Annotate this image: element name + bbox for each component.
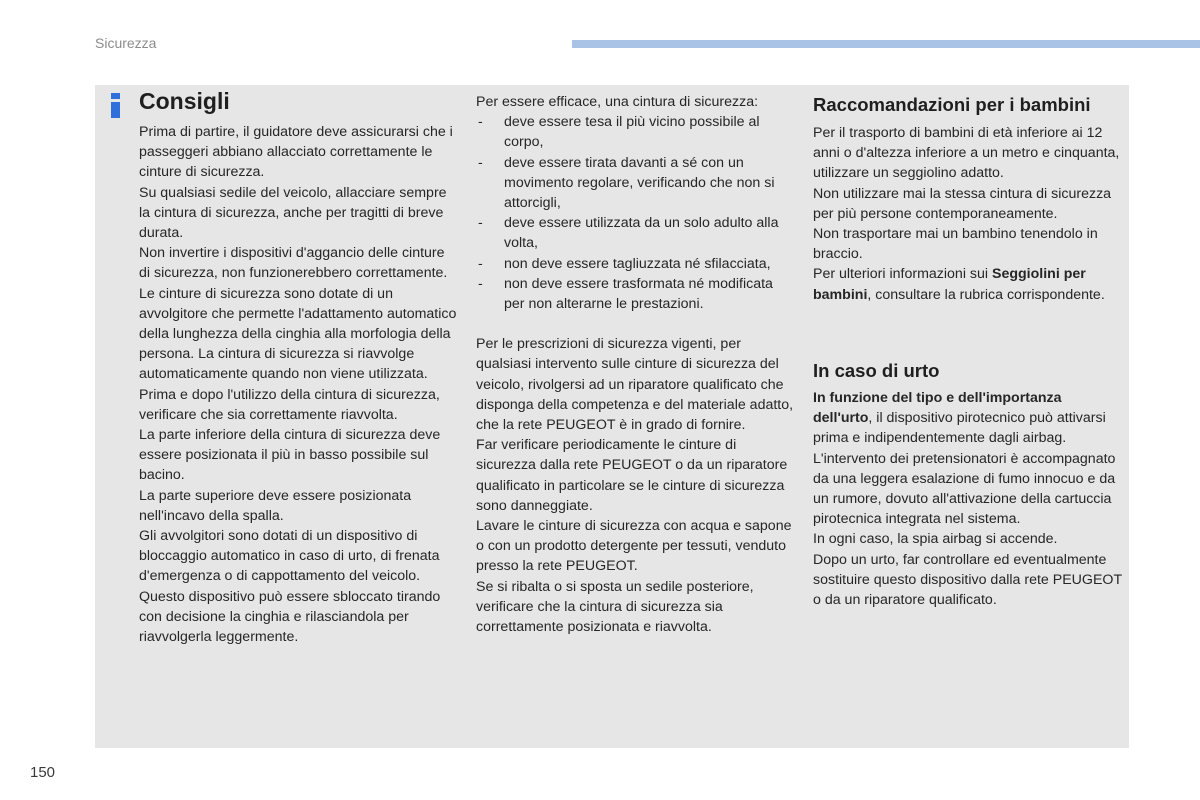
advice-paragraph: Le cinture di sicurezza sono dotate di un avvolgitore che permette l'adattamento automatico della lunghezza della cinghia alla morfologia della persona. La cintura di sicurezza si riavvolge automaticamente quando non viene utilizzata. [139,285,457,383]
advice-title: Consigli [139,88,230,114]
header-bar [572,40,1200,48]
crash-emphasis: In funzione del tipo e dell'importanza dell'urto [813,390,1062,427]
effectiveness-paragraph: Se si ribalta o si sposta un sedile posteriore, verificare che la cintura di sicurezza sia correttamente posizionata e riavvolta. [476,578,754,636]
crash-title: In caso di urto [813,360,940,381]
advice-paragraph: Prima e dopo l'utilizzo della cintura di sicurezza, verificare che sia correttamente riavvolta. [139,386,440,423]
list-item: - deve essere tirata davanti a sé con un movimento regolare, verificando che non si attorcigli, [476,153,794,214]
children-title: Raccomandazioni per i bambini [813,94,1091,115]
advice-paragraph: Gli avvolgitori sono dotati di un dispositivo di bloccaggio automatico in caso di urto, di frenata d'emergenza o di cappottamento del veicolo. Questo dispositivo può essere sbloccato tirando con decisione la cinghia e rilasciandola per riavvolgerla leggermente. [139,528,441,646]
info-icon [110,93,122,118]
section-title: Sicurezza [95,35,157,51]
crash-paragraph: In ogni caso, la spia airbag si accende. [813,531,1058,548]
crash-paragraph: Dopo un urto, far controllare ed eventualmente sostituire questo dispositivo dalla rete PEUGEOT o da un riparatore qualificato. [813,551,1122,609]
crash-text: , il dispositivo pirotecnico può attivarsi prima e indipendentemente dagli airbag. L'intervento dei pretensionatori è accompagnato da una leggera esalazione di fumo innocuo e da un rumore, dovuto all'attivazione della cartuccia pirotecnica integrata nel sistema. [813,410,1116,528]
advice-paragraph: La parte inferiore della cintura di sicurezza deve essere posizionata il più in basso possibile sul bacino. [139,427,441,484]
list-item: - non deve essere trasformata né modificata per non alterarne le prestazioni. [476,274,794,314]
effectiveness-intro: Per essere efficace, una cintura di sicurezza: [476,94,759,110]
children-text: , consultare la rubrica corrispondente. [867,286,1105,303]
children-column [813,123,1123,305]
advice-column [139,122,459,647]
effectiveness-paragraph: Far verificare periodicamente le cinture di sicurezza dalla rete PEUGEOT o da un riparatore qualificato in particolare se le cinture di sicurezza sono danneggiate. [476,437,788,514]
list-item: - deve essere utilizzata da un solo adulto alla volta, [476,213,794,253]
children-text: Per ulteriori informazioni sui [813,266,992,283]
children-paragraph: Per il trasporto di bambini di età inferiore ai 12 anni o d'altezza inferiore a un metro e cinquanta, utilizzare un seggiolino adatto. [813,125,1120,182]
spacer [476,314,794,334]
effectiveness-column [476,92,794,637]
children-paragraph: Non trasportare mai un bambino tenendolo in braccio. [813,226,1098,263]
page-number: 150 [30,764,56,781]
list-item: - deve essere tesa il più vicino possibile al corpo, [476,112,794,152]
effectiveness-paragraph: Per le prescrizioni di sicurezza vigenti, per qualsiasi intervento sulle cinture di sicurezza del veicolo, rivolgersi ad un riparatore qualificato che disponga della competenza e del materiale adatto, che la rete PEUGEOT è in grado di fornire. [476,336,794,434]
list-item: - non deve essere tagliuzzata né sfilacciata, [476,254,794,274]
effectiveness-paragraph: Lavare le cinture di sicurezza con acqua e sapone o con un prodotto detergente per tessuti, venduto presso la rete PEUGEOT. [476,518,792,575]
advice-paragraph: Non invertire i dispositivi d'aggancio delle cinture di sicurezza, non funzionerebbero correttamente. [139,245,448,282]
children-paragraph [813,264,1123,304]
advice-paragraph: Su qualsiasi sedile del veicolo, allacciare sempre la cintura di sicurezza, anche per tragitti di breve durata. [139,184,447,242]
advice-paragraph: La parte superiore deve essere posizionata nell'incavo della spalla. [139,487,412,524]
crash-paragraph [813,388,1123,529]
advice-paragraph: Prima di partire, il guidatore deve assicurarsi che i passeggeri abbiano allacciato correttamente le cinture di sicurezza. [139,124,453,181]
effectiveness-list [476,112,794,314]
children-paragraph: Non utilizzare mai la stessa cintura di sicurezza per più persone contemporaneamente. [813,185,1112,222]
child-seats-reference: Seggiolini per bambini [813,266,1086,303]
crash-column [813,388,1123,610]
